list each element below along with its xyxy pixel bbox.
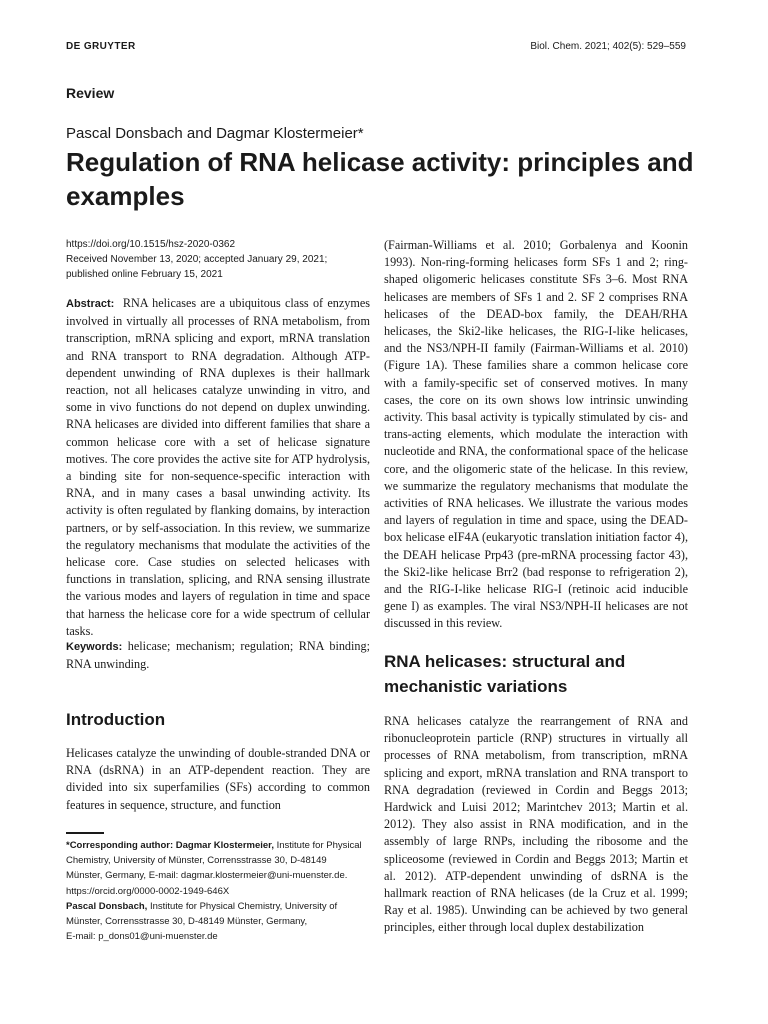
journal-citation: Biol. Chem. 2021; 402(5): 529–559 [530,41,686,52]
footnote-line: Chemistry, University of Münster, Corrensstrasse 30, D-48149 [66,855,327,867]
right-column-paragraph-2: RNA helicases catalyze the rearrangement of RNA and ribonucleoprotein particle (RNP) structures in virtually all processes of RNA metabolism, from transcription, mRNA splicing and export, mRNA translation and RNA transport to RNA degradation (reviewed in Cordin and Beggs 2013; Hardwick and Luisi 2012; Marintchev 2013; Martin et al. 2012). They also assist in RNA modification, and in the assembly of large RNPs, including the ribosome and the spliceosome (reviewed in Cordin and Beggs 2013; Martin et al. 2012). ATP-dependent unwinding of dsRNA is the hallmark reaction of RNA helicases (de la Cruz et al. 1999; Ray et al. 1985). Unwinding can be achieved by two general principles, either through local duplex destabilization [384,714,688,935]
abstract-label: Abstract: [66,298,115,310]
section-label: Review [66,85,115,101]
footnote-line: Institute for Physical Chemistry, University of [147,900,338,912]
right-column-paragraph-1: (Fairman-Williams et al. 2010; Gorbalenya and Koonin 1993). Non-ring-forming helicases form SFs 1 and 2; ring-shaped oligomeric helicases constitute SFs 3–6. Most RNA helicases are members of SFs 1 and 2. SF 2 comprises RNA helicases of the DEAD-box family, the DEAH/RHA helicases, the Ski2-like helicases, the RIG-I-like helicases, and the NS3/NPH-II family (Fairman-Williams et al. 2010) (Figure 1A). These families share a common helicase core with a family-specific set of conserved motives. In many cases, the core on its own shows low intrinsic unwinding activity. This basal activity is typically stimulated by cis- and trans-acting elements, which modulate the interaction with nucleotide and RNA, the conformational space of the helicase core, and the oligomeric state of the helicase. In this review, we summarize the regulatory mechanisms that modulate the activities of RNA helicases. We illustrate the various modes and layers of regulation in time and space, using the DEAD-box helicase eIF4A (eukaryotic translation initiation factor 4), the DEAH helicase Prp43 (pre-mRNA processing factor 43), the Ski2-like helicase Brr2 (bad response to refrigeration 2), and the RIG-I-like helicase RIG-I (retinoic acid inducible gene I) as examples. The viral NS3/NPH-II helicases are not discussed in this review. [384,238,688,631]
article-meta [66,237,366,282]
footnote-orcid[interactable]: https://orcid.org/0000-0002-1949-646X [66,885,230,897]
keywords-label: Keywords: [66,641,123,653]
abstract-text: RNA helicases are a ubiquitous class of enzymes involved in virtually all processes of RNA metabolism, from transcription, mRNA splicing and export, mRNA translation and RNA transport to RNA degradation. Although ATP-dependent unwinding of RNA duplexes is their hallmark reaction, not all helicases catalyze unwinding in vitro, and some in vivo functions do not depend on duplex unwinding. RNA helicases are divided into different families that share a common helicase core with a set of helicase signature motives. The core provides the active site for ATP hydrolysis, a binding site for non-sequence-specific interaction with RNA, and in many cases a basal unwinding activity. Its activity is often regulated by flanking domains, by interaction partners, or by self-association. In this review, we summarize the regulatory mechanisms that modulate the activities of the helicase core. Case studies on selected helicases with functions in translation, splicing, and RNA sensing illustrate the various modes and layers of regulation in time and space that harness the helicase core for a wide spectrum of cellular tasks. [66,296,371,638]
footnote-line: Institute for Physical [273,840,362,851]
paper-title: Regulation of RNA helicase activity: principles and examples [66,147,694,211]
author-footnote [66,838,376,944]
doi-link[interactable]: https://doi.org/10.1515/hsz-2020-0362 [66,239,236,250]
received-date: Received November 13, 2020; accepted January 29, 2021; [66,254,328,265]
footnote-line: Münster, Corrensstrasse 30, D-48149 Münster, Germany, [66,916,308,928]
published-date: published online February 15, 2021 [66,269,223,280]
second-author-label: Pascal Donsbach, [66,900,148,912]
authors: Pascal Donsbach and Dagmar Klostermeier* [66,125,364,142]
footnote-email[interactable]: E-mail: p_dons01@uni-muenster.de [66,931,218,943]
keywords [66,638,370,673]
introduction-heading: Introduction [66,710,166,729]
section-heading-helicases: RNA helicases: structural and mechanistic variations [384,652,626,696]
footnote-email[interactable]: Münster, Germany, E-mail: dagmar.klostermeier@uni-muenster.de. [66,870,348,882]
abstract [66,295,370,640]
introduction-paragraph: Helicases catalyze the unwinding of double-stranded DNA or RNA (dsRNA) in an ATP-dependent reaction. They are divided into six superfamilies (SFs) according to common features in sequence, structure, and function [66,746,370,812]
keywords-text: helicase; mechanism; regulation; RNA binding; RNA unwinding. [66,639,370,672]
footnote-divider [66,832,104,834]
publisher-logo: DE GRUYTER [66,41,136,52]
corresponding-author-label: *Corresponding author: Dagmar Klostermeier, [66,840,274,851]
